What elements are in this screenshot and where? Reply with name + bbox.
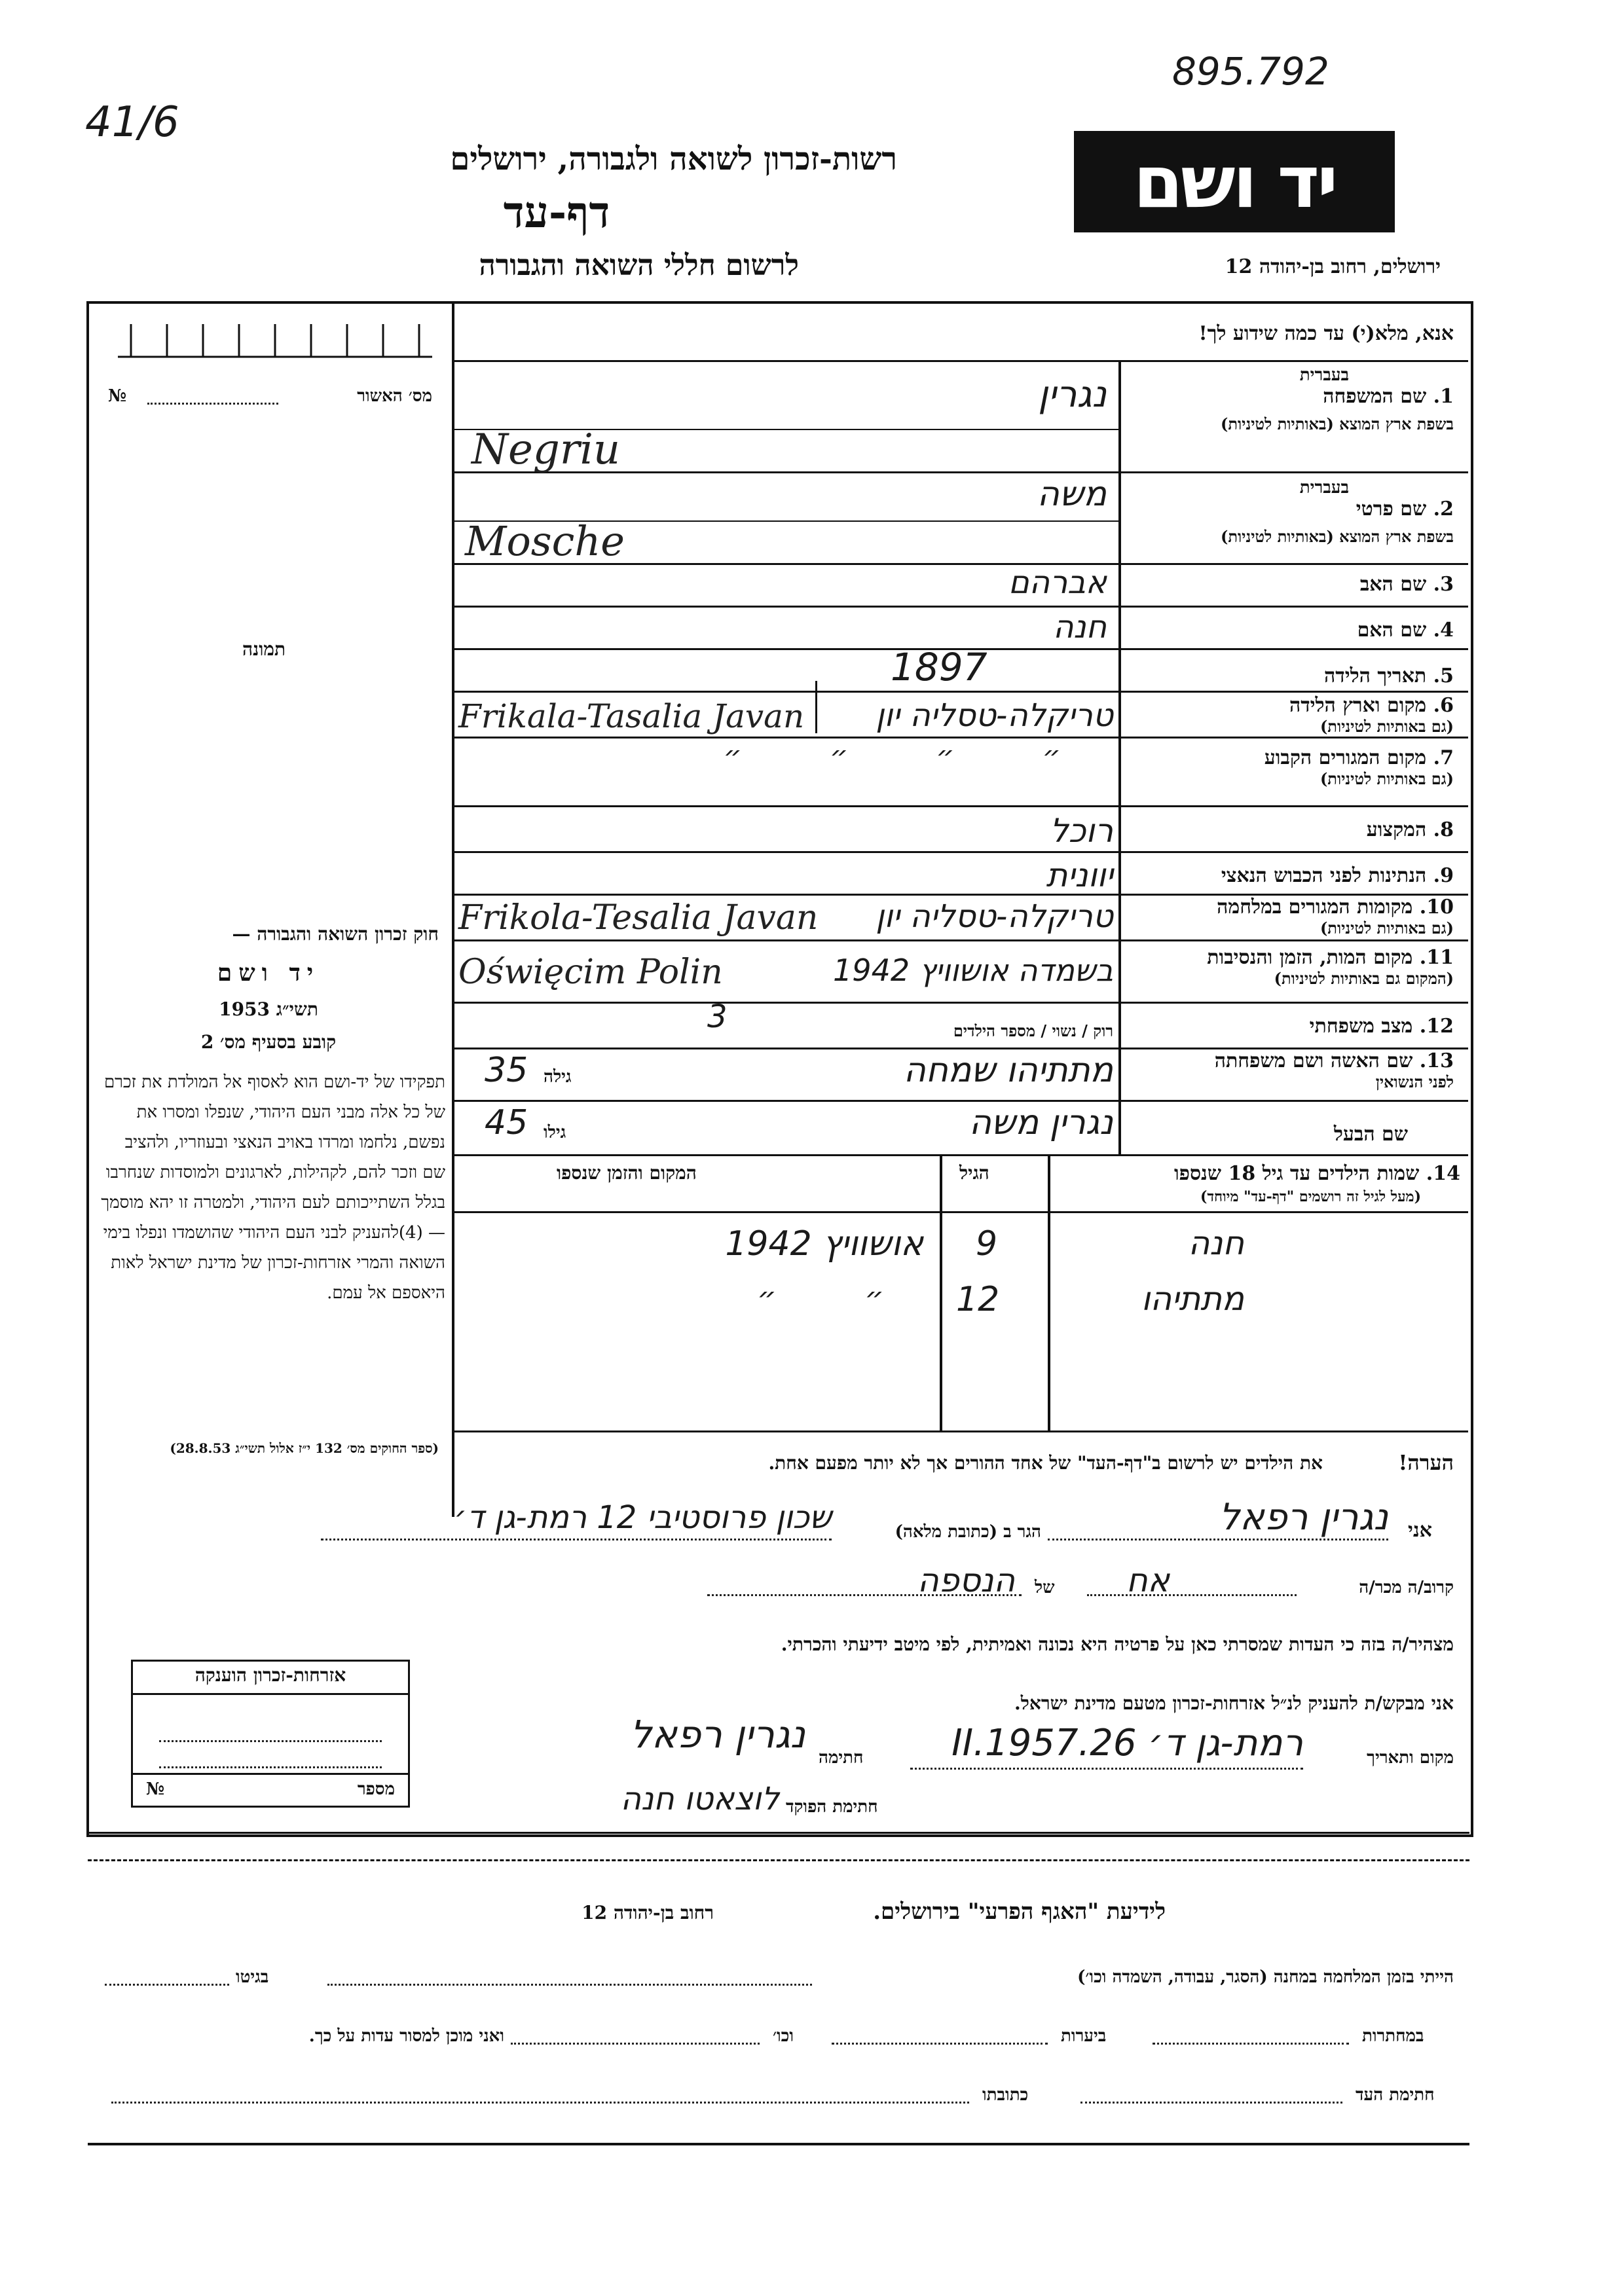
- yad-vashem-logo: [1074, 131, 1395, 232]
- footer-forests: ביערות: [1061, 2026, 1107, 2046]
- children-col-place: המקום והזמן שנספו: [557, 1162, 697, 1184]
- row-sep-13: [453, 1100, 1468, 1102]
- officer-label: חתימת הפוקד: [786, 1797, 878, 1817]
- footer-line1-dots: [327, 1984, 812, 1986]
- child-2-age: 12: [956, 1280, 1000, 1319]
- photo-label: תמונה: [242, 638, 286, 660]
- citizenship-number-label: מספר: [357, 1779, 395, 1799]
- row-sep-husband: [453, 1154, 1468, 1156]
- citizenship-dots-1: [159, 1740, 382, 1742]
- ani-dots: [1048, 1539, 1388, 1540]
- relation-value: אח: [1126, 1561, 1170, 1599]
- form-instruction: אנא, מלא(י) עד כמה שידוע לך!: [1198, 322, 1454, 345]
- field-6-value-lat: Frikala-Tasalia Javan: [458, 697, 805, 735]
- citizenship-dots-2: [159, 1766, 382, 1768]
- citizenship-no: №: [146, 1779, 165, 1799]
- husband-age-label: גילו: [544, 1123, 566, 1142]
- field-9-label: 9. הנתינות לפני הכבוש הנאצי: [1221, 864, 1454, 887]
- field-12-label: 12. מצב משפחתי: [1309, 1015, 1454, 1038]
- husband-value: נגרין משה: [969, 1103, 1113, 1142]
- law-name: יד ושם: [217, 959, 320, 987]
- footer-line1: הייתי בזמן המלחמה במחנה (הסגר, עבודה, השמדה וכו׳): [1077, 1967, 1454, 1987]
- signature-label: חתימה: [819, 1748, 864, 1768]
- row-sep-11: [453, 1002, 1468, 1004]
- field-1-value-he: נגרין: [1038, 373, 1107, 416]
- of-label: של: [1035, 1578, 1055, 1597]
- law-section: קובע בסעיף מס׳ 2: [200, 1031, 337, 1053]
- field-1-value-lat: Negriu: [471, 426, 621, 474]
- footer-top-line: [88, 1832, 1469, 1834]
- declaration-request: אני מבקש/ת להעניק לנ״ל אזרחות-זכרון מטעם מדינת ישראל.: [1014, 1692, 1454, 1714]
- child-1-place: אושוויץ 1942: [725, 1224, 923, 1264]
- husband-age-value: 45: [485, 1103, 528, 1142]
- field-5-value: 1897: [891, 645, 987, 689]
- children-sub: (מעל לגיל זה רושמים "דף-עד" מיוחד): [1200, 1188, 1421, 1205]
- child-2-name: מתתיהו: [1141, 1280, 1244, 1318]
- field-2-value-he: משה: [1037, 475, 1107, 514]
- field-12-options: רוק / נשוי / מספר הילדים: [953, 1021, 1113, 1040]
- row-sep-10: [453, 939, 1468, 941]
- field-4-value: חנה: [1053, 609, 1107, 646]
- field-10-label: 10. מקומות המגורים במלחמה (גם באותיות לטיניות): [1217, 896, 1454, 938]
- children-label: 14. שמות הילדים עד גיל 18 שנספו: [1173, 1162, 1460, 1185]
- field-13-age-value: 35: [485, 1051, 528, 1090]
- child-1-name: חנה: [1188, 1224, 1244, 1262]
- children-col-divider-1: [940, 1156, 942, 1430]
- field-3-value: אברהם: [1008, 564, 1107, 601]
- confirmation-dots: [147, 403, 278, 405]
- address-dots: [321, 1539, 832, 1540]
- child-2-place: ״ ״: [757, 1280, 923, 1315]
- row-sep-3: [453, 606, 1468, 608]
- field-10-value-lat: Frikola-Tesalia Javan: [458, 898, 819, 938]
- field-9-value: יוונית: [1046, 856, 1113, 894]
- footer-address-label: כתובתו: [982, 2085, 1029, 2105]
- row-sep-8: [453, 851, 1468, 853]
- field-6-label: 6. מקום וארץ הלידה (גם באותיות לטיניות): [1289, 694, 1454, 736]
- footer-ghetto-dots: [105, 1984, 229, 1986]
- footer-willing: ואני מוכן למסור עדות על כך.: [308, 2026, 504, 2046]
- children-col-divider-2: [1048, 1156, 1050, 1430]
- field-13-label: 13. שם האשה ושם משפחתה לפני הנשואין: [1214, 1049, 1454, 1091]
- label-column-divider: [1118, 360, 1121, 1154]
- children-header-line: [453, 1211, 1468, 1213]
- left-column-divider: [452, 302, 454, 1517]
- row-sep-5: [453, 691, 1468, 693]
- note-text: את הילדים יש לרשום ב"דף-העד" של אחד ההורים אך לא יותר מפעם אחת.: [768, 1452, 1323, 1474]
- field-8-label: 8. המקצוע: [1366, 818, 1454, 841]
- page-title: דף-עד: [503, 187, 610, 238]
- footer-address-dots: [111, 2102, 969, 2104]
- signature-value: נגרין רפאל: [630, 1712, 805, 1757]
- field-11-value-lat: Oświęcim Polin: [458, 953, 723, 992]
- law-year: תשי״ג 1953: [219, 998, 318, 1020]
- footer-etc: וכו׳: [773, 2026, 794, 2046]
- children-col-age: הגיל: [959, 1162, 989, 1184]
- of-value: הנספה: [917, 1561, 1015, 1599]
- address-value: שכון פרוסטיבי 12 רמת-גן ד׳: [454, 1499, 832, 1536]
- place-date-label: מקום ותאריך: [1367, 1748, 1454, 1768]
- archive-mark-top-right: 895.792: [1172, 49, 1329, 94]
- birthplace-inner-divider: [815, 681, 817, 733]
- field-3-label: 3. שם האב: [1359, 573, 1454, 596]
- confirmation-no: №: [108, 386, 127, 406]
- citizenship-box: [131, 1660, 410, 1808]
- footer-ghetto: בגיטו: [236, 1967, 269, 1987]
- declaration-name-value: נגרין רפאל: [1219, 1496, 1388, 1539]
- page-subtitle: לרשום חללי השואה והגבורה: [479, 249, 799, 282]
- place-date-value: רמת-גן ד׳ 26.II.1957: [951, 1722, 1303, 1764]
- field-2-value-lat: Mosche: [465, 517, 625, 565]
- footer-partisans-dots: [1153, 2043, 1349, 2045]
- law-text: תפקידו של יד-ושם הוא לאסוף אל המולדת את זכרם של כל אלה מבני העם היהודי, שנפלו ומסרו את נפשם, נלחמו ומרדו באויב הנאצי ובעוזריו, ולהציב שם וזכר להם, לקהילות, לארגונים ולמוסדות שנחרבו בגלל השתייכותם לעם היהודי, ולמטרה זו יהא מוסמך — (4)להעניק לבני העם היהודי שהושמדו ונפלו בימי השואה והמרי אזרחות-זכרון של מדינת ישראל לאות היאספם אל עמם.: [101, 1072, 445, 1303]
- footer-address: רחוב בן-יהודה 12: [581, 1902, 714, 1923]
- note-label: הערה!: [1398, 1450, 1454, 1475]
- logo-text: יד ושם: [1133, 139, 1336, 224]
- field-11-label: 11. מקום המות, הזמן והנסיבות (המקום גם באותיות לטיניות): [1207, 946, 1454, 988]
- field-13-value: מתתיהו שמחה: [903, 1051, 1113, 1090]
- place-date-dots: [910, 1768, 1303, 1770]
- row-sep-6: [453, 737, 1468, 738]
- footer-witness-dots: [1080, 2102, 1342, 2104]
- field-4-label: 4. שם האם: [1357, 619, 1454, 642]
- field-8-value: רוכל: [1050, 812, 1113, 850]
- field-5-label: 5. תאריך הלידה: [1324, 665, 1454, 687]
- footer-partisans: במחתרות: [1362, 2026, 1424, 2046]
- instruction-row-line: [453, 360, 1468, 362]
- confirmation-tick-boxes: [118, 321, 445, 360]
- field-12-value: 3: [707, 998, 728, 1035]
- footer-witness-sig: חתימת העד: [1356, 2085, 1435, 2105]
- relation-dots: [1087, 1594, 1297, 1596]
- field-7-value: ״ ״ ״ ״: [723, 740, 1100, 773]
- address-label: הגר ב (כתובת מלאה): [895, 1522, 1041, 1542]
- confirmation-label: מס׳ האשור: [357, 386, 432, 406]
- law-footer: (ספר החוקים מס׳ 132 י״ז אלול תשי״ג 28.8.53): [170, 1440, 439, 1456]
- header-address: ירושלים, רחוב בן-יהודה 12: [1225, 255, 1441, 278]
- declaration-ani: אני: [1408, 1519, 1432, 1542]
- org-line: רשות-זכרון לשואה ולגבורה, ירושלים: [450, 141, 897, 177]
- relation-label: קרוב/ה מכר/ה: [1359, 1578, 1454, 1597]
- officer-value: לוצאטו חנה: [620, 1781, 779, 1817]
- footer-forests-dots: [832, 2043, 1048, 2045]
- husband-label: שם הבעל: [1333, 1123, 1408, 1146]
- footer-etc-dots: [511, 2043, 760, 2045]
- field-6-value-he: טריקלה-טסליה יון: [876, 697, 1113, 734]
- archive-mark-top-left: 41/6: [85, 98, 179, 147]
- field-7-label: 7. מקום המגורים הקבוע (גם באותיות לטיניות): [1264, 746, 1454, 788]
- child-1-age: 9: [976, 1224, 998, 1264]
- field-13-age-label: גילה: [544, 1067, 572, 1087]
- field-11-value-he: בשמדה אושוויץ 1942: [833, 953, 1113, 988]
- children-bottom-line: [453, 1430, 1468, 1432]
- footer-title: לידיעת "האגף הפרעי" בירושלים.: [873, 1899, 1166, 1925]
- citizenship-box-title: אזרחות-זכרון הוענקה: [194, 1664, 346, 1686]
- row-sep-7: [453, 805, 1468, 807]
- law-title: חוק זכרון השואה והגבורה —: [232, 923, 439, 945]
- declaration-statement: מצהיר/ה בזה כי העדות שמסרתי כאן על פרטיה היא נכונה ואמיתית, לפי מיטב ידיעתי והכרתי.: [781, 1633, 1454, 1655]
- field-10-value-he: טריקלה-טסליה יון: [876, 898, 1113, 935]
